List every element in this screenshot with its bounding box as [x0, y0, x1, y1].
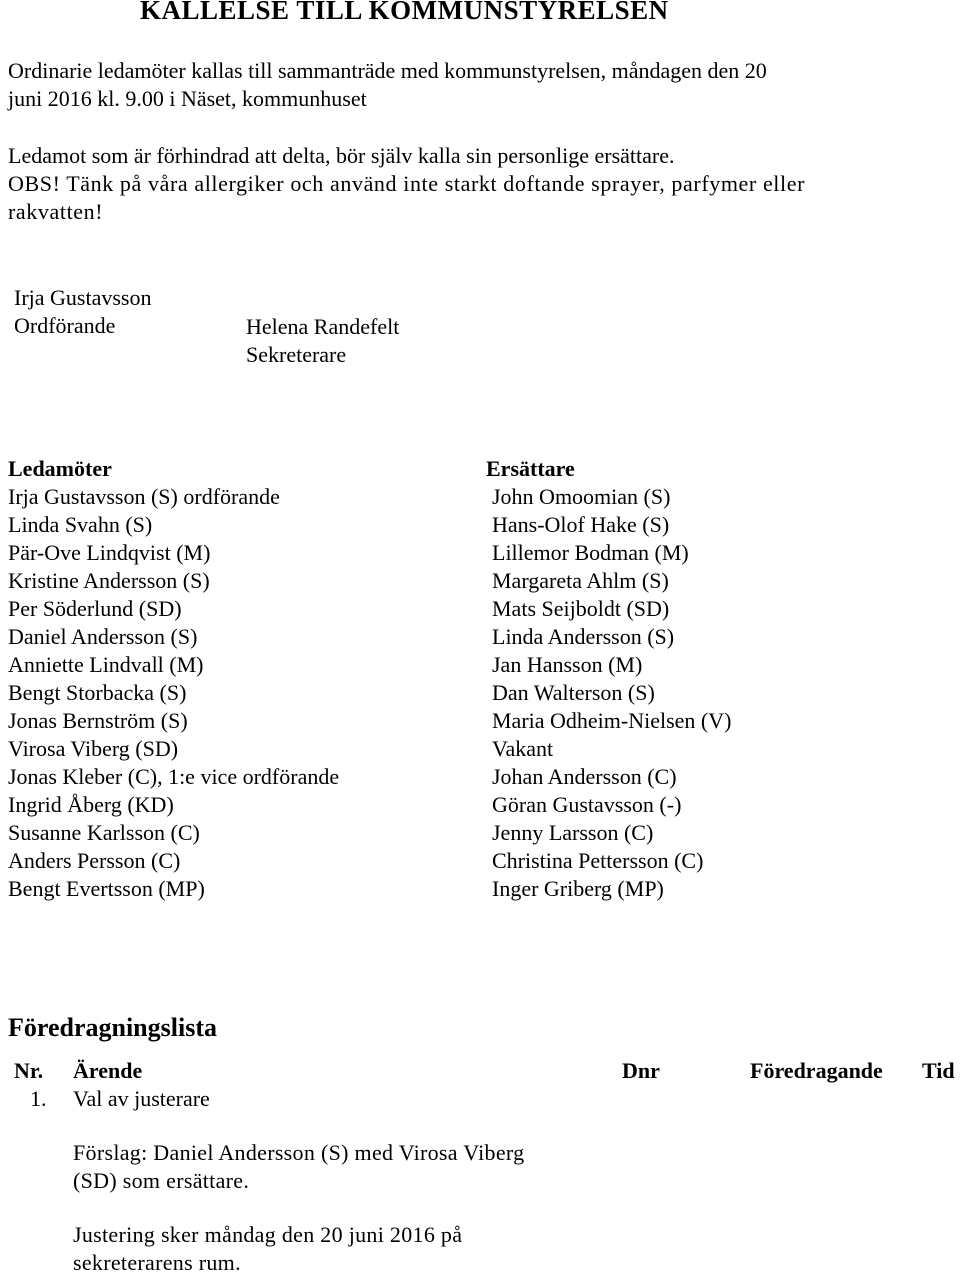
- agenda-header-tid: Tid: [922, 1058, 955, 1083]
- substitute-item: Jenny Larsson (C): [492, 820, 654, 845]
- member-item: Bengt Evertsson (MP): [8, 876, 205, 901]
- agenda-row-number: 1.: [30, 1086, 47, 1111]
- member-item: Linda Svahn (S): [8, 512, 153, 537]
- proposal-line: (SD) som ersättare.: [73, 1168, 250, 1193]
- substitute-item: Linda Andersson (S): [492, 624, 675, 649]
- substitute-item: John Omoomian (S): [492, 484, 671, 509]
- member-item: Irja Gustavsson (S) ordförande: [8, 484, 280, 509]
- substitute-item: Hans-Olof Hake (S): [492, 512, 670, 537]
- substitutes-heading: Ersättare: [486, 456, 575, 481]
- agenda-row-proposal: [73, 1139, 524, 1195]
- substitute-item: Lillemor Bodman (M): [492, 540, 689, 565]
- substitute-item: Vakant: [492, 736, 554, 761]
- substitute-item: Mats Seijboldt (SD): [492, 596, 670, 621]
- chair-name: Irja Gustavsson: [14, 285, 152, 310]
- justering-line: sekreterarens rum.: [73, 1250, 241, 1275]
- substitutes-list: [486, 455, 731, 903]
- member-item: Daniel Andersson (S): [8, 624, 198, 649]
- agenda-header-foredragande: Föredragande: [750, 1058, 883, 1083]
- proposal-line: Förslag: Daniel Andersson (S) med Virosa Viberg: [73, 1140, 525, 1165]
- chair-role: Ordförande: [14, 313, 116, 338]
- substitute-item: Dan Walterson (S): [492, 680, 655, 705]
- secretary-role: Sekreterare: [246, 342, 347, 367]
- substitute-item: Inger Griberg (MP): [492, 876, 664, 901]
- secretary-name: Helena Randefelt: [246, 314, 400, 339]
- intro-section: [8, 57, 908, 226]
- member-item: Bengt Storbacka (S): [8, 680, 187, 705]
- agenda-row-item: Val av justerare: [73, 1086, 210, 1111]
- substitute-item: Jan Hansson (M): [492, 652, 643, 677]
- member-item: Jonas Kleber (C), 1:e vice ordförande: [8, 764, 340, 789]
- document-title: KALLELSE TILL KOMMUNSTYRELSEN: [140, 0, 669, 25]
- member-item: Anders Persson (C): [8, 848, 181, 873]
- member-item: Susanne Karlsson (C): [8, 820, 200, 845]
- agenda-header-nr: Nr.: [14, 1058, 44, 1083]
- secretary-signature: [246, 313, 399, 369]
- intro-line: juni 2016 kl. 9.00 i Näset, kommunhuset: [8, 86, 367, 111]
- intro-line: Ledamot som är förhindrad att delta, bör själv kalla sin personlige ersättare.: [8, 143, 675, 168]
- substitute-item: Maria Odheim-Nielsen (V): [492, 708, 732, 733]
- member-item: Kristine Andersson (S): [8, 568, 210, 593]
- agenda-header-arende: Ärende: [73, 1058, 143, 1083]
- members-heading: Ledamöter: [8, 456, 112, 481]
- substitute-item: Christina Pettersson (C): [492, 848, 704, 873]
- members-list: [8, 455, 339, 903]
- member-item: Anniette Lindvall (M): [8, 652, 204, 677]
- member-item: Per Söderlund (SD): [8, 596, 182, 621]
- agenda-title: Föredragningslista: [8, 1013, 217, 1042]
- intro-line: Ordinarie ledamöter kallas till sammanträde med kommunstyrelsen, måndagen den 20: [8, 58, 767, 83]
- member-item: Jonas Bernström (S): [8, 708, 188, 733]
- intro-line: rakvatten!: [8, 199, 104, 224]
- member-item: Pär-Ove Lindqvist (M): [8, 540, 211, 565]
- substitute-item: Johan Andersson (C): [492, 764, 677, 789]
- substitute-item: Göran Gustavsson (-): [492, 792, 682, 817]
- substitute-item: Margareta Ahlm (S): [492, 568, 669, 593]
- intro-line: OBS! Tänk på våra allergiker och använd inte starkt doftande sprayer, parfymer eller: [8, 171, 806, 196]
- justering-line: Justering sker måndag den 20 juni 2016 på: [73, 1222, 463, 1247]
- member-item: Virosa Viberg (SD): [8, 736, 179, 761]
- chair-signature: [14, 284, 151, 340]
- agenda-row-justering: [73, 1221, 462, 1277]
- agenda-header-dnr: Dnr: [622, 1058, 660, 1083]
- member-item: Ingrid Åberg (KD): [8, 792, 174, 817]
